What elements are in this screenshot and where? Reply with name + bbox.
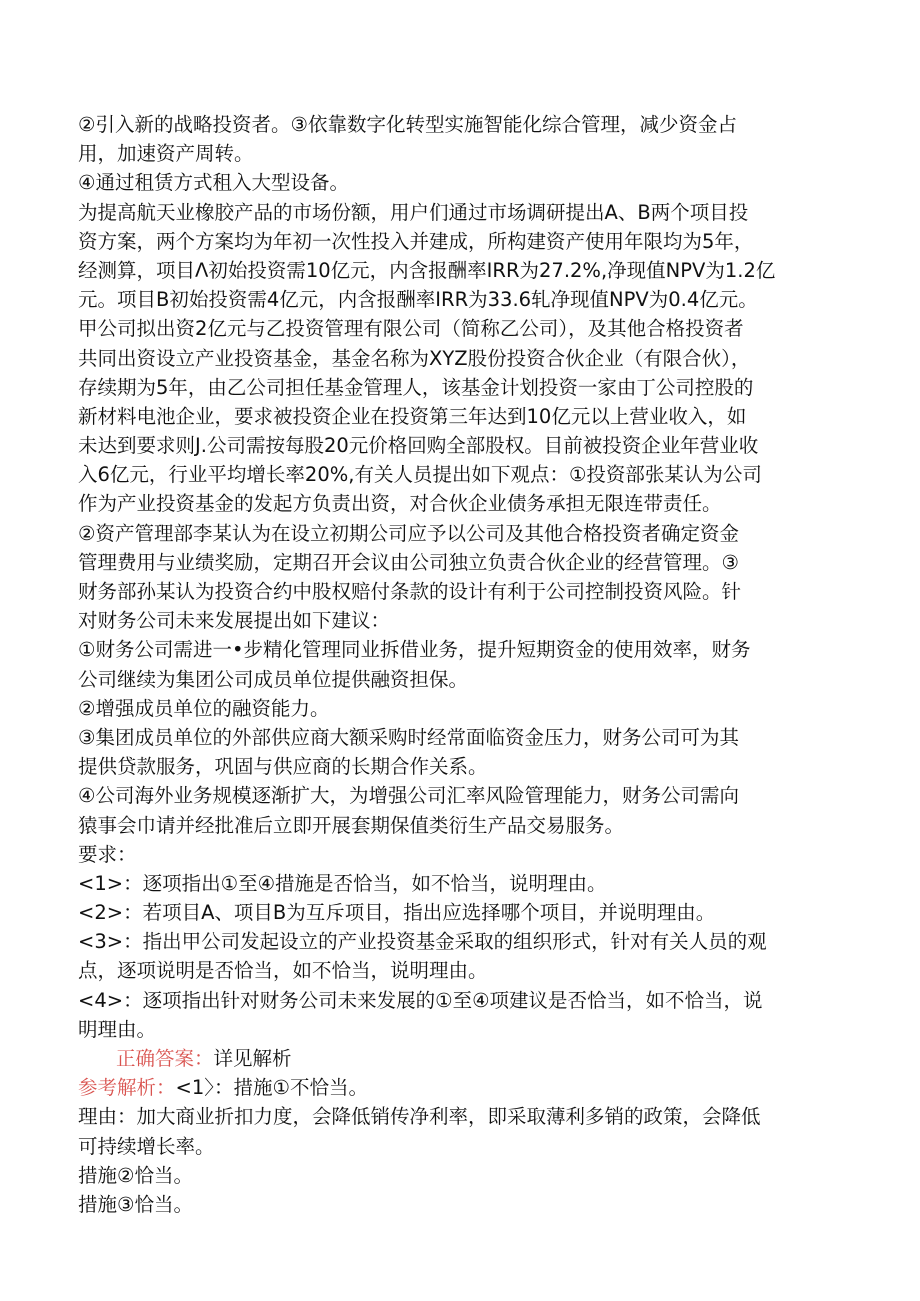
text-line: 对财务公司未来发展提出如下建议：	[78, 609, 391, 633]
text-line: ②引入新的战略投资者。③依靠数字化转型实施智能化综合管理，减少资金占	[78, 113, 737, 136]
text-line: 提供贷款服务，巩固与供应商的长期合作关系。	[78, 755, 488, 779]
text-line: 入6亿元，行业平均增长率20%,有关人员提出如下观点：①投资部张某认为公司	[78, 463, 762, 487]
text-line: ②资产管理部李某认为在设立初期公司应予以公司及其他合格投资者确定资金	[78, 521, 739, 545]
text-line: ①财务公司需进一•步精化管理同业拆借业务，提升短期资金的使用效率，财务	[78, 638, 751, 662]
text-line: 甲公司拟出资2亿元与乙投资管理有限公司（简称乙公司），及其他合格投资者	[78, 317, 744, 341]
requirement-item: <1>：逐项指出①至④措施是否恰当，如不恰当，说明理由。	[78, 871, 607, 895]
text-line: ④公司海外业务规模逐渐扩大，为增强公司汇率风险管理能力，财务公司需向	[78, 784, 739, 808]
document-body	[78, 110, 838, 1219]
text-line: 作为产业投资基金的发起方负责出资，对合伙企业债务承担无限连带责任。	[78, 492, 722, 516]
requirement-item: <2>：若项目A、项目B为互斥项目，指出应选择哪个项目，并说明理由。	[78, 901, 716, 925]
text-line: 公司继续为集团公司成员单位提供融资担保。	[78, 667, 469, 691]
text-line: 共同出资设立产业投资基金，基金名称为XYZ股份投资合伙企业（有限合伙），	[78, 346, 751, 370]
requirement-item: 明理由。	[78, 1017, 157, 1041]
text-line: 财务部孙某认为投资合约中股权赔付条款的设计有利于公司控制投资风险。针	[78, 580, 742, 603]
text-line: 存续期为5年，由乙公司担任基金管理人，该基金计划投资一家由丁公司控股的	[78, 375, 754, 399]
requirement-item: <3>：指出甲公司发起设立的产业投资基金采取的组织形式，针对有关人员的观	[78, 930, 767, 954]
text-line: 资方案，两个方案均为年初一次性投入并建成，所构建资产使用年限均为5年，	[78, 229, 754, 253]
text-line: 未达到要求则J.公司需按每股20元价格回购全部股权。目前被投资企业年营业收	[78, 434, 759, 458]
analysis-text: 措施③恰当。	[78, 1192, 193, 1216]
text-line: 管理费用与业绩奖励，定期召开会议由公司独立负责合伙企业的经营管理。③	[78, 550, 739, 574]
text-line: ④通过租赁方式租入大型设备。	[78, 171, 349, 195]
analysis-text: 理由：加大商业折扣力度，会降低销传净利率，即采取薄利多销的政策，会降低	[78, 1105, 761, 1129]
requirement-item: <4>：逐项指出针对财务公司未来发展的①至④项建议是否恰当，如不恰当，说	[78, 988, 763, 1012]
text-line: 新材料电池企业，要求被投资企业在投资第三年达到10亿元以上营业收入，如	[78, 404, 747, 428]
text-line: 经测算，项目Λ初始投资需10亿元，内含报酬率IRR为27.2%,净现值NPV为1.2亿	[78, 258, 776, 282]
text-line: ②增强成员单位的融资能力。	[78, 696, 330, 720]
correct-answer-value: 详见解析	[213, 1047, 292, 1070]
analysis-text: 措施②恰当。	[78, 1163, 193, 1187]
text-line: 猿事会巾请并经批准后立即开展套期保值类衍生产品交易服务。	[78, 813, 625, 837]
text-line: 为提高航天业橡胶产品的市场份额，用户们通过市场调研提出A、B两个项目投	[78, 200, 749, 224]
correct-answer-line	[78, 1044, 838, 1073]
analysis-label: 参考解析：	[78, 1076, 176, 1100]
analysis-first-text: <1〉：措施①不恰当。	[175, 1076, 368, 1100]
analysis-line	[78, 1073, 838, 1102]
analysis-text: 可持续增长率。	[78, 1134, 215, 1158]
text-line: ③集团成员单位的外部供应商大额采购时经常面临资金压力，财务公司可为其	[78, 725, 739, 749]
requirements-heading: 要求：	[78, 842, 137, 866]
correct-answer-label: 正确答案：	[116, 1047, 214, 1070]
requirement-item: 点，逐项说明是否恰当，如不恰当，说明理由。	[78, 959, 488, 983]
text-line: 元。项目B初始投资需4亿元，内含报酬率IRR为33.6轧净现值NPV为0.4亿元。	[78, 288, 758, 312]
text-line: 用，加速资产周转。	[78, 142, 254, 166]
